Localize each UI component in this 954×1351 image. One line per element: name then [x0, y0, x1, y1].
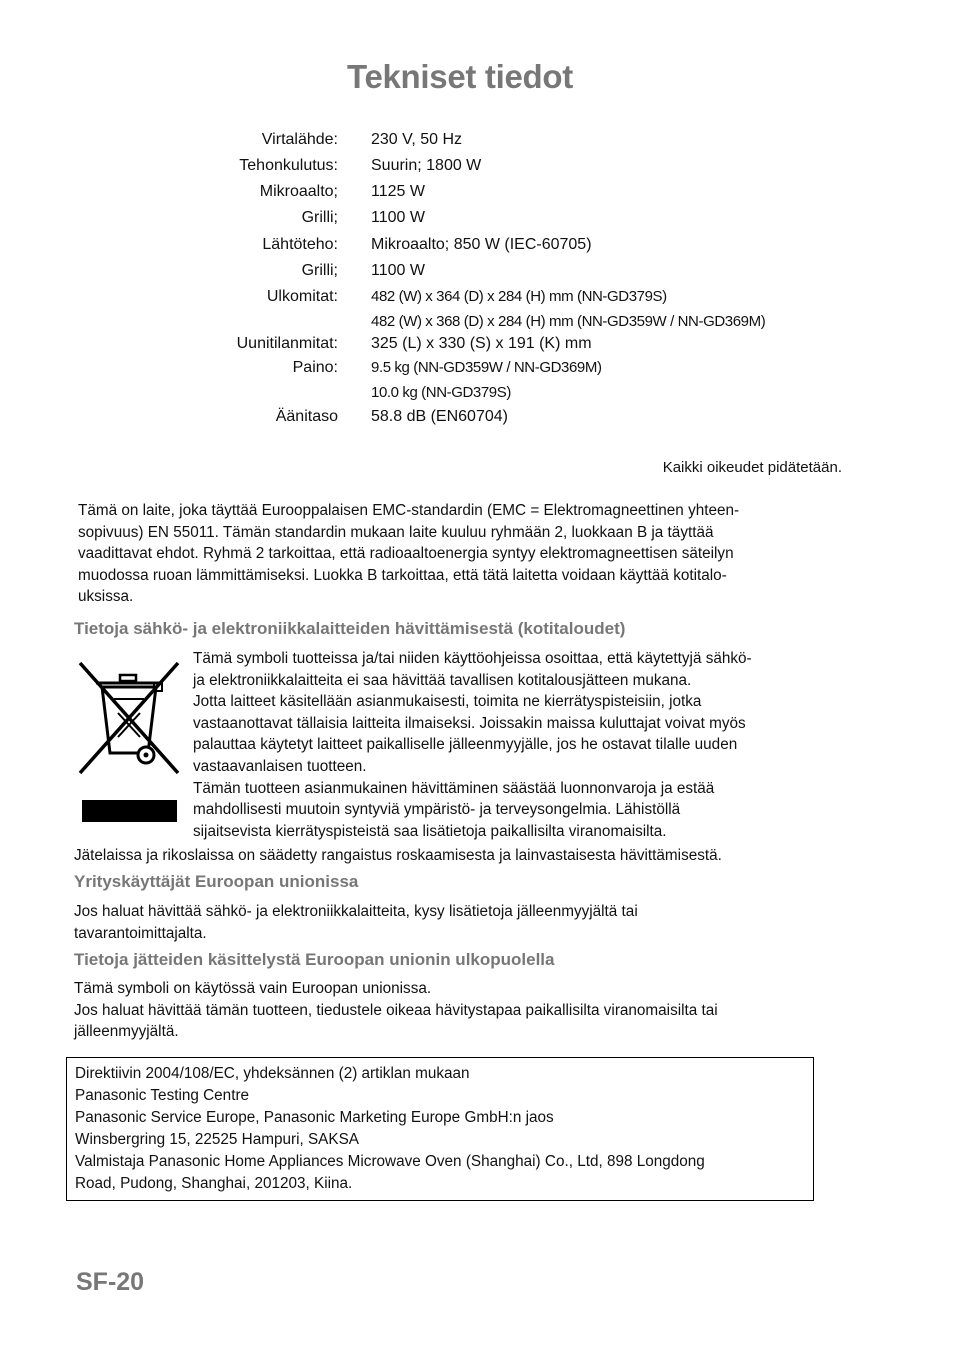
spec-row — [0, 404, 954, 430]
spec-value: 10.0 kg (NN-GD379S) — [371, 384, 511, 401]
paragraph-line: muodossa ruoan lämmittämiseksi. Luokka B tarkoittaa, että tätä laitetta voidaan käyttää kotitalo- — [78, 566, 727, 584]
emc-paragraph — [78, 500, 858, 608]
directive-line: Direktiivin 2004/108/EC, yhdeksännen (2) artiklan mukaan — [75, 1065, 470, 1082]
paragraph-line: Tämä on laite, joka täyttää Eurooppalaisen EMC-standardin (EMC = Elektromagneettinen yhteen- — [78, 502, 740, 519]
spec-row — [0, 127, 954, 153]
paragraph-line: uksissa. — [78, 588, 134, 606]
spec-label: Grilli; — [301, 262, 338, 279]
spec-row — [0, 153, 954, 179]
spec-label: Grilli; — [301, 209, 338, 226]
weee-black-bar — [82, 800, 177, 822]
business-paragraph — [74, 901, 874, 944]
spec-row — [0, 258, 954, 284]
spec-row — [0, 284, 954, 310]
paragraph-line: Jotta laitteet käsitellään asianmukaisesti, toimita ne kierrätyspisteisiin, jotka — [193, 693, 702, 711]
spec-row — [0, 232, 954, 258]
paragraph-line: vaadittavat ehdot. Ryhmä 2 tarkoittaa, että radioaaltoenergia syntyy elektromagneettisen säteilyn — [78, 545, 734, 563]
paragraph-line: Jos haluat hävittää tämän tuotteen, tiedustele oikeaa hävitystapaa paikallisilta viranomaisilta tai — [74, 1001, 718, 1019]
spec-label: Tehonkulutus: — [239, 157, 338, 174]
outside-eu-heading: Tietoja jätteiden käsittelystä Euroopan unionin ulkopuolella — [74, 950, 555, 969]
directive-line: Panasonic Testing Centre — [75, 1087, 250, 1104]
directive-line: Road, Pudong, Shanghai, 201203, Kiina. — [75, 1175, 353, 1192]
spec-value: 482 (W) x 368 (D) x 284 (H) mm (NN-GD359W / NN-GD369M) — [371, 313, 766, 330]
spec-value: 325 (L) x 330 (S) x 191 (K) mm — [371, 335, 592, 352]
rights-reserved-note: Kaikki oikeudet pidätetään. — [662, 459, 842, 476]
spec-value: Suurin; 1800 W — [371, 157, 482, 174]
spec-value: Mikroaalto; 850 W (IEC-60705) — [371, 236, 592, 253]
weee-paragraph — [193, 648, 853, 842]
spec-label: Lähtöteho: — [262, 236, 338, 253]
paragraph-line: vastaanottavat tällaisia laitteita ilmaiseksi. Joissakin maissa kuluttajat voivat myös — [193, 714, 746, 732]
paragraph-line: tavarantoimittajalta. — [74, 924, 207, 942]
spec-value: 1100 W — [371, 262, 425, 279]
paragraph-line: Tämä symboli tuotteissa ja/tai niiden käyttöohjeissa osoittaa, että käytettyjä sähkö- — [193, 650, 752, 667]
spec-value: 1125 W — [371, 183, 425, 200]
paragraph-line: sijaitsevista kierrätyspisteistä saa lisätietoja paikallisilta viranomaisilta. — [193, 822, 667, 840]
directive-line: Valmistaja Panasonic Home Appliances Microwave Oven (Shanghai) Co., Ltd, 898 Longdong — [75, 1153, 705, 1170]
weee-heading: Tietoja sähkö- ja elektroniikkalaitteiden hävittämisestä (kotitaloudet) — [74, 619, 626, 638]
spec-row — [0, 380, 954, 406]
spec-label: Mikroaalto; — [259, 183, 338, 200]
spec-value: 9.5 kg (NN-GD359W / NN-GD369M) — [371, 359, 602, 376]
spec-row — [0, 205, 954, 231]
spec-value: 230 V, 50 Hz — [371, 131, 463, 148]
paragraph-line: jälleenmyyjältä. — [74, 1023, 179, 1041]
page-number: SF-20 — [76, 1268, 145, 1296]
spec-row — [0, 179, 954, 205]
spec-label: Ulkomitat: — [266, 288, 338, 305]
outside-eu-paragraph — [74, 978, 874, 1043]
paragraph-line: Tämä symboli on käytössä vain Euroopan unionissa. — [74, 980, 432, 997]
spec-label: Virtalähde: — [261, 131, 338, 148]
spec-value: 58.8 dB (EN60704) — [371, 408, 508, 425]
spec-row — [0, 355, 954, 381]
directive-line: Winsbergring 15, 22525 Hampuri, SAKSA — [75, 1131, 359, 1148]
paragraph-line: palauttaa käytetyt laitteet paikalliselle jälleenmyyjälle, jos he ostavat tilalle uuden — [193, 736, 738, 754]
paragraph-line: Tämän tuotteen asianmukainen hävittäminen säästää luonnonvaroja ja estää — [193, 779, 715, 797]
directive-box — [66, 1057, 814, 1201]
weee-law-line: Jätelaissa ja rikoslaissa on säädetty rangaistus roskaamisesta ja lainvastaisesta hävittämisestä. — [74, 847, 722, 864]
paragraph-line: mahdollisesti muutoin syntyviä ympäristö- ja terveysongelmia. Lähistöllä — [193, 801, 681, 819]
paragraph-line: ja elektroniikkalaitteita ei saa hävittää tavallisen kotitalousjätteen mukana. — [193, 671, 692, 689]
spec-value: 482 (W) x 364 (D) x 284 (H) mm (NN-GD379S) — [371, 288, 667, 305]
spec-value: 1100 W — [371, 209, 425, 226]
spec-label: Äänitaso — [275, 408, 338, 425]
spec-label: Uunitilanmitat: — [236, 335, 338, 352]
page-title: Tekniset tiedot — [347, 58, 573, 95]
spec-row — [0, 331, 954, 357]
paragraph-line: vastaavanlaisen tuotteen. — [193, 757, 367, 775]
spec-label: Paino: — [292, 359, 338, 376]
business-heading: Yrityskäyttäjät Euroopan unionissa — [74, 872, 359, 891]
paragraph-line: Jos haluat hävittää sähkö- ja elektroniikkalaitteita, kysy lisätietoja jälleenmyyjältä tai — [74, 903, 638, 920]
directive-line: Panasonic Service Europe, Panasonic Marketing Europe GmbH:n jaos — [75, 1109, 554, 1126]
paragraph-line: sopivuus) EN 55011. Tämän standardin mukaan laite kuuluu ryhmään 2, luokkaan B ja täyttää — [78, 523, 714, 541]
